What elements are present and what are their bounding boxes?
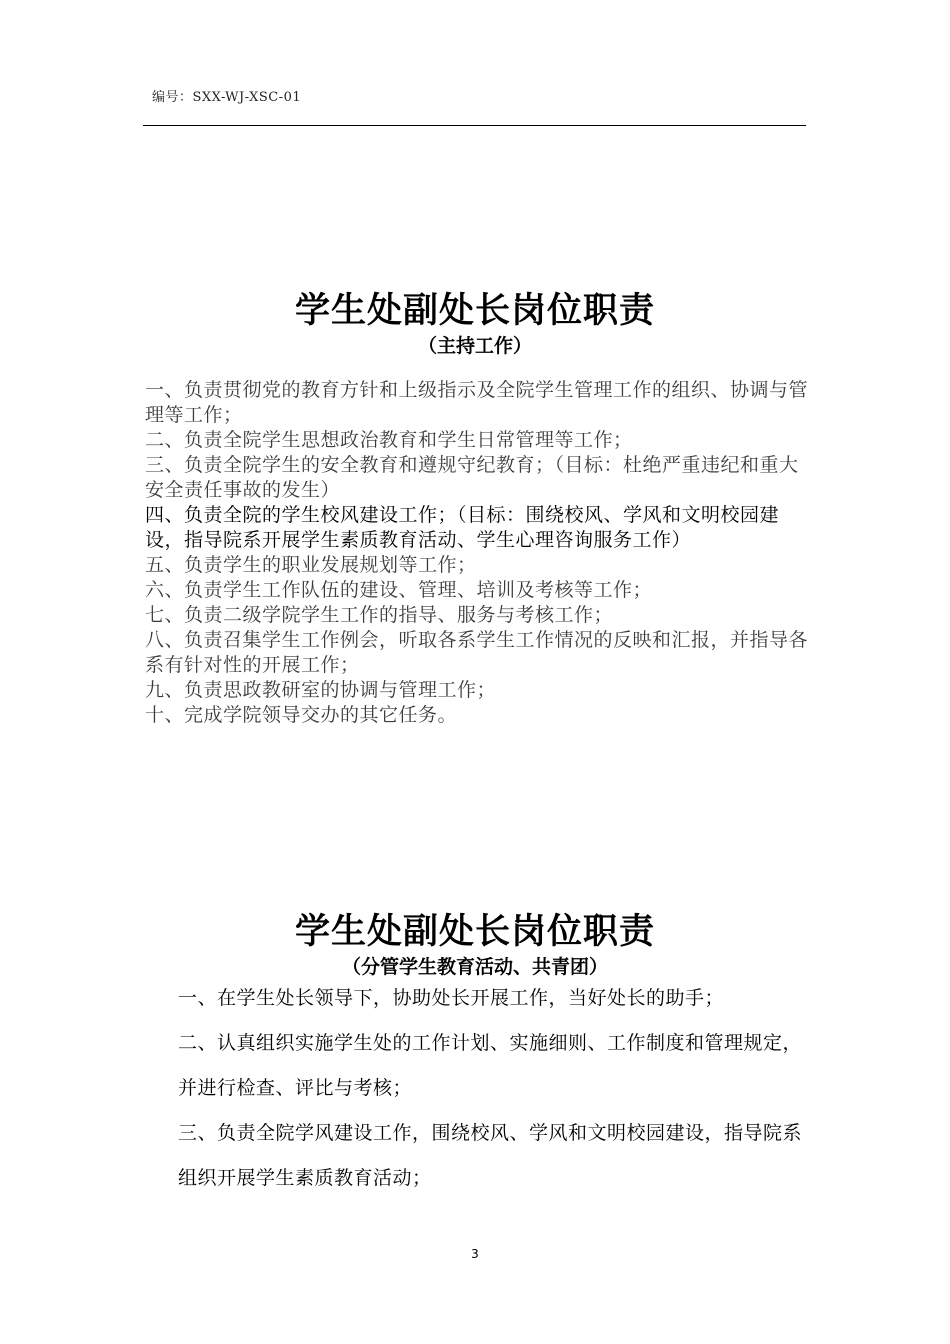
duty-item: 二、负责全院学生思想政治教育和学生日常管理等工作；: [145, 429, 633, 451]
duty-item: 一、负责贯彻党的教育方针和上级指示及全院学生管理工作的组织、协调与管理等工作；: [145, 379, 809, 426]
section2-duty-list: [178, 976, 810, 1201]
duty-item: 五、负责学生的职业发展规划等工作；: [145, 554, 477, 576]
header-divider: [143, 125, 806, 126]
duty-item: 九、负责思政教研室的协调与管理工作；: [145, 679, 497, 701]
section1-duty-list: [145, 378, 810, 728]
document-code: 编号：SXX-WJ-XSC-01: [152, 90, 302, 105]
duty-item: 一、在学生处长领导下，协助处长开展工作，当好处长的助手；: [178, 987, 725, 1009]
page-number: 3: [471, 1247, 479, 1261]
duty-item: 四、负责全院的学生校风建设工作；（目标：围绕校风、学风和文明校园建设，指导院系开展学生素质教育活动、学生心理咨询服务工作）: [145, 504, 780, 551]
section1-subtitle: （主持工作）: [417, 335, 532, 357]
duty-item: 二、认真组织实施学生处的工作计划、实施细则、工作制度和管理规定，并进行检查、评比与考核；: [178, 1032, 803, 1099]
duty-item: 六、负责学生工作队伍的建设、管理、培训及考核等工作；: [145, 579, 653, 601]
duty-item: 三、负责全院学风建设工作，围绕校风、学风和文明校园建设，指导院系组织开展学生素质教育活动；: [178, 1122, 803, 1189]
duty-item: 七、负责二级学院学生工作的指导、服务与考核工作；: [145, 604, 614, 626]
section2-subtitle: （分管学生教育活动、共青团）: [341, 956, 608, 978]
duty-item: 八、负责召集学生工作例会，听取各系学生工作情况的反映和汇报，并指导各系有针对性的开展工作；: [145, 629, 809, 676]
duty-item: 十、完成学院领导交办的其它任务。: [145, 704, 458, 726]
section1-title: 学生处副处长岗位职责: [294, 291, 655, 331]
section2-title: 学生处副处长岗位职责: [294, 912, 655, 952]
duty-item: 三、负责全院学生的安全教育和遵规守纪教育；（目标：杜绝严重违纪和重大安全责任事故的发生）: [145, 454, 799, 501]
